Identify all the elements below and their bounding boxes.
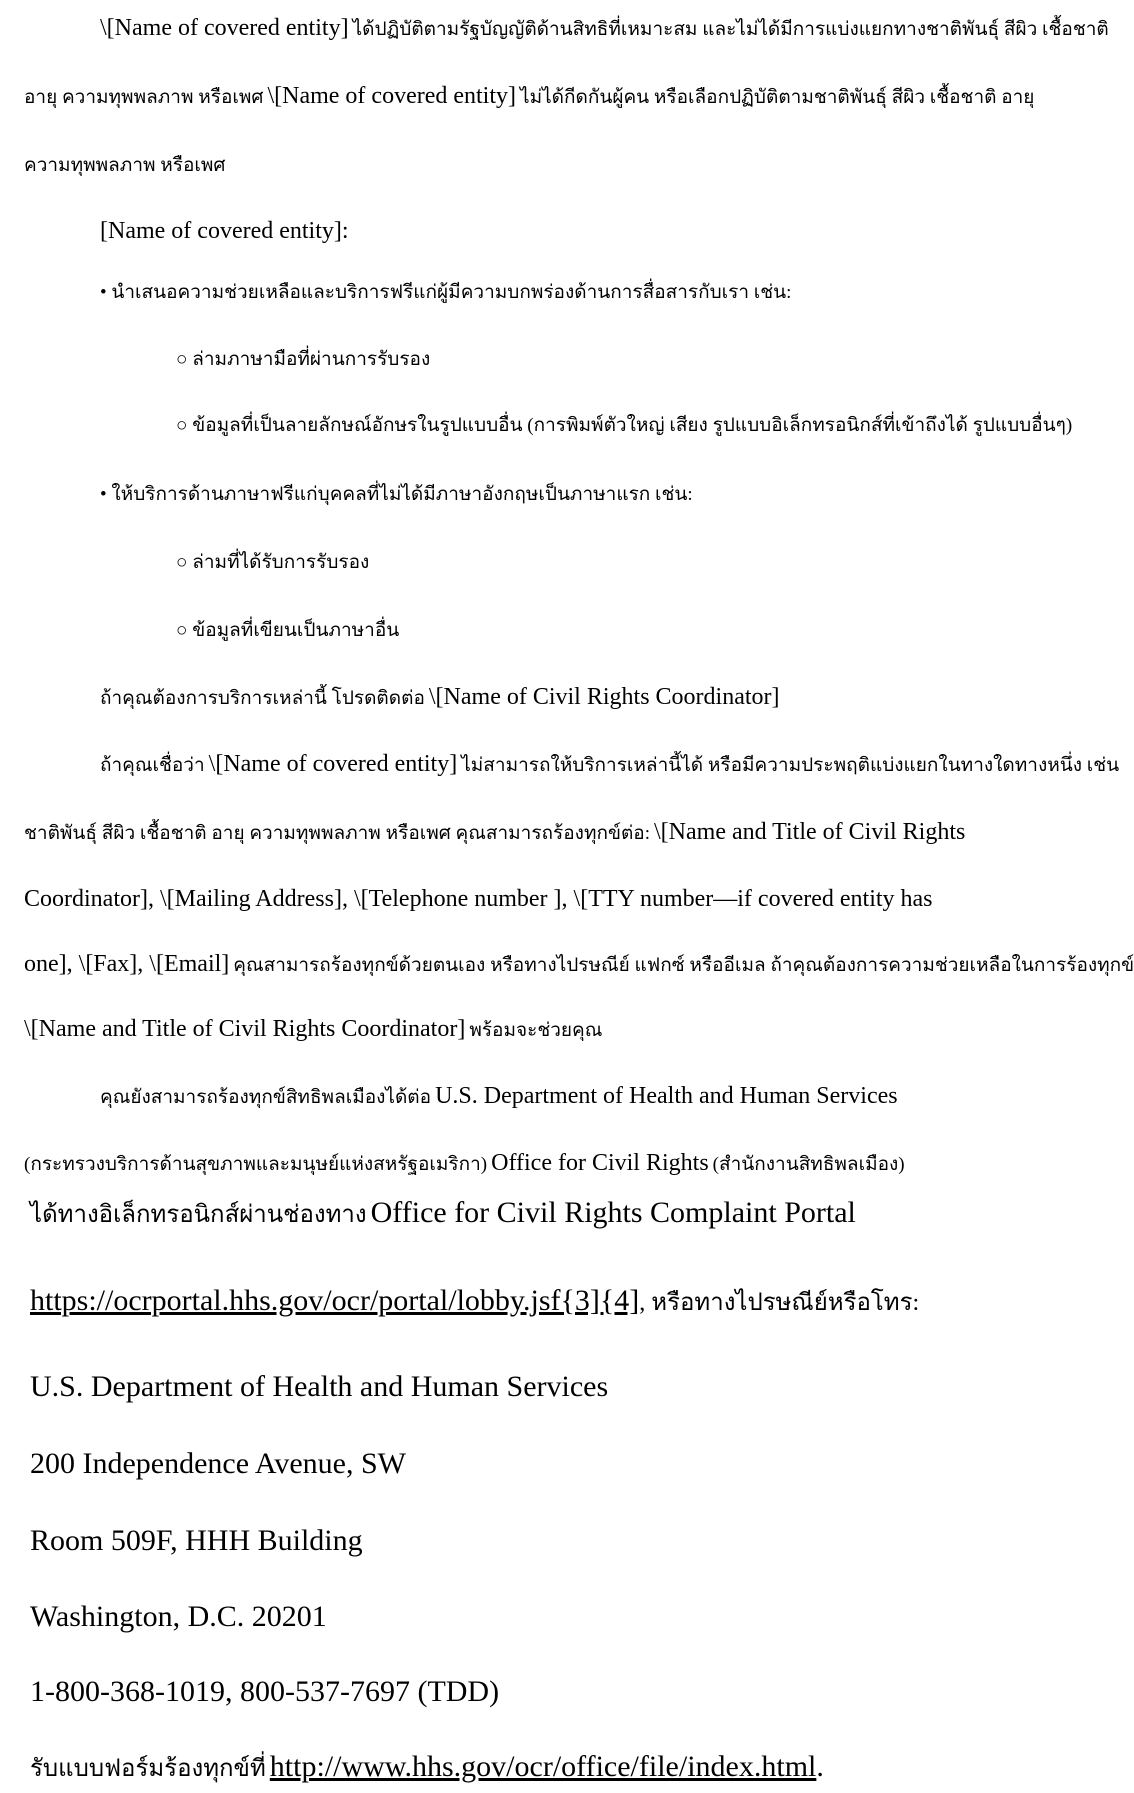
para5-text: (กระทรวงบริการด้านสุขภาพและมนุษย์แห่งสหรัฐอเมริกา) bbox=[24, 1154, 488, 1175]
address-line2: 200 Independence Avenue, SW bbox=[30, 1447, 406, 1480]
para4-line4 bbox=[24, 952, 1134, 976]
coordinator-name: \[Name of Civil Rights Coordinator] bbox=[428, 684, 780, 710]
bullet-communication-aids: • นำเสนอความช่วยเหลือและบริการฟรีแก่ผู้มีความบกพร่องด้านการสื่อสารกับเรา เช่น: bbox=[100, 282, 792, 303]
ocr-name: Office for Civil Rights bbox=[491, 1150, 709, 1176]
contact-fields: one], \[Fax], \[Email] bbox=[24, 951, 230, 977]
footer-period: . bbox=[816, 1750, 824, 1783]
para5-text: (สำนักงานสิทธิพลเมือง) bbox=[712, 1154, 905, 1175]
subbullet-other-languages: ○ ข้อมูลที่เขียนเป็นภาษาอื่น bbox=[176, 620, 400, 641]
para1-line2 bbox=[24, 84, 1034, 108]
para5-text: คุณยังสามารถร้องทุกข์สิทธิพลเมืองได้ต่อ bbox=[100, 1087, 432, 1108]
covered-entity-name: \[Name of covered entity] bbox=[267, 83, 517, 109]
para4-text: ถ้าคุณเชื่อว่า bbox=[100, 755, 205, 776]
para4-line5 bbox=[24, 1017, 602, 1041]
address-line3: Room 509F, HHH Building bbox=[30, 1524, 363, 1557]
para4-line1 bbox=[100, 752, 1119, 776]
para4-text: ไม่สามารถให้บริการเหล่านี้ได้ หรือมีความประพฤติแบ่งแยกในทางใดทางหนึ่ง เช่น bbox=[461, 755, 1120, 776]
para1-text: ได้ปฏิบัติตามรัฐบัญญัติด้านสิทธิที่เหมาะสม และไม่ได้มีการแบ่งแยกทางชาติพันธุ์ สีผิว เชื้อชาติ bbox=[352, 19, 1109, 40]
services-heading: [Name of covered entity]: bbox=[100, 218, 349, 244]
address-line1: U.S. Department of Health and Human Services bbox=[30, 1370, 609, 1403]
para5-line4 bbox=[30, 1286, 919, 1316]
footer-line bbox=[30, 1752, 824, 1782]
complaint-form-link[interactable]: http://www.hhs.gov/ocr/office/file/index.html bbox=[269, 1750, 817, 1783]
address-phone: 1-800-368-1019, 800-537-7697 (TDD) bbox=[30, 1675, 500, 1708]
para5-text: , หรือทางไปรษณีย์หรือโทร: bbox=[639, 1290, 920, 1316]
covered-entity-name: \[Name of covered entity] bbox=[208, 751, 458, 777]
para4-text: พร้อมจะช่วยคุณ bbox=[469, 1020, 603, 1041]
coordinator-title: \[Name and Title of Civil Rights Coordinator] bbox=[24, 1016, 466, 1042]
para1-line1 bbox=[100, 16, 1109, 40]
bullet-language-services: • ให้บริการด้านภาษาฟรีแก่บุคคลที่ไม่ได้มีภาษาอังกฤษเป็นภาษาแรก เช่น: bbox=[100, 484, 693, 505]
ocr-portal-link[interactable]: https://ocrportal.hhs.gov/ocr/portal/lobby.jsf{3]{4] bbox=[30, 1284, 640, 1317]
subbullet-other-formats: ○ ข้อมูลที่เป็นลายลักษณ์อักษรในรูปแบบอื่น (การพิมพ์ตัวใหญ่ เสียง รูปแบบอิเล็กทรอนิกส์ที่เข้าถึงได้ รูปแบบอื่นๆ) bbox=[176, 415, 1073, 436]
para1-text: ไม่ได้กีดกันผู้คน หรือเลือกปฏิบัติตามชาติพันธุ์ สีผิว เชื้อชาติ อายุ bbox=[520, 87, 1035, 108]
para5-line1 bbox=[100, 1084, 898, 1108]
contact-text: ถ้าคุณต้องการบริการเหล่านี้ โปรดติดต่อ bbox=[100, 688, 425, 709]
para4-text: ชาติพันธุ์ สีผิว เชื้อชาติ อายุ ความทุพพลภาพ หรือเพศ คุณสามารถร้องทุกข์ต่อ: bbox=[24, 823, 650, 844]
para4-line2 bbox=[24, 820, 965, 844]
para1-line3: ความทุพพลภาพ หรือเพศ bbox=[24, 155, 226, 176]
coordinator-title: \[Name and Title of Civil Rights bbox=[654, 819, 966, 845]
subbullet-interpreters: ○ ล่ามที่ได้รับการรับรอง bbox=[176, 552, 370, 573]
complaint-portal-name: Office for Civil Rights Complaint Portal bbox=[370, 1196, 856, 1229]
subbullet-sign-language: ○ ล่ามภาษามือที่ผ่านการรับรอง bbox=[176, 349, 431, 370]
hhs-name: U.S. Department of Health and Human Services bbox=[435, 1083, 898, 1109]
para5-line2 bbox=[24, 1151, 905, 1175]
covered-entity-name: \[Name of covered entity] bbox=[100, 15, 349, 41]
para5-text: ได้ทางอิเล็กทรอนิกส์ผ่านช่องทาง bbox=[30, 1202, 367, 1228]
para4-text: คุณสามารถร้องทุกข์ด้วยตนเอง หรือทางไปรษณีย์ แฟกซ์ หรืออีเมล ถ้าคุณต้องการความช่วยเหลือในการร้องทุกข์ bbox=[233, 955, 1134, 976]
footer-text: รับแบบฟอร์มร้องทุกข์ที่ bbox=[30, 1756, 266, 1782]
contact-line bbox=[100, 685, 780, 709]
para1-text: อายุ ความทุพพลภาพ หรือเพศ bbox=[24, 87, 264, 108]
para4-line3: Coordinator], \[Mailing Address], \[Telephone number ], \[TTY number—if covered entity has bbox=[24, 886, 933, 912]
address-line4: Washington, D.C. 20201 bbox=[30, 1600, 327, 1633]
para5-line3 bbox=[30, 1198, 856, 1228]
